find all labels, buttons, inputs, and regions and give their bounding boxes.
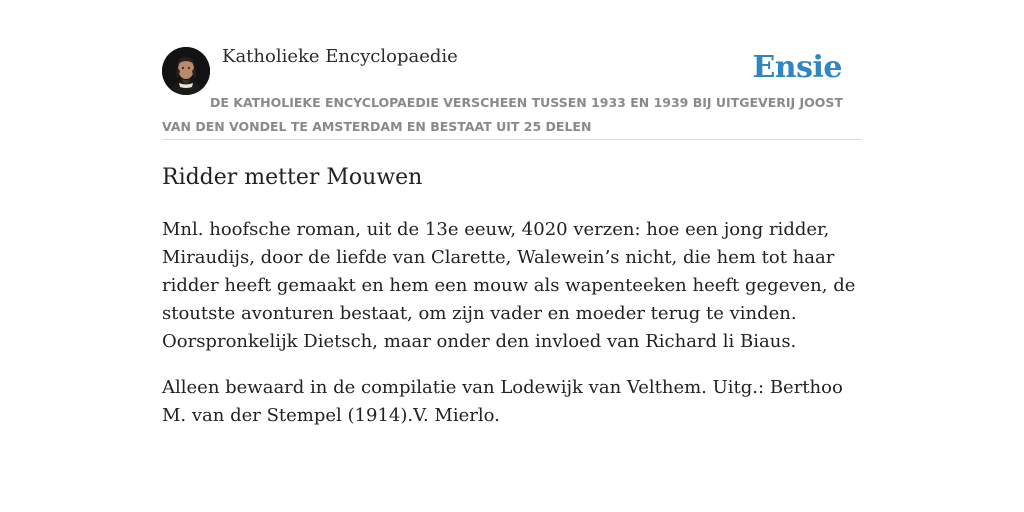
brand-logo-link[interactable]: Ensie (752, 50, 842, 85)
portrait-icon (162, 47, 210, 95)
article-title: Ridder metter Mouwen (162, 165, 423, 190)
site-header (162, 44, 862, 140)
article (162, 163, 862, 430)
article-paragraph: Mnl. hoofsche roman, uit de 13e eeuw, 4020 verzen: hoe een jong ridder, Miraudijs, door de liefde van Clarette, Walewein’s nicht, die hem tot haar ridder heeft gemaakt en hem een mouw als wapenteeken heeft gegeven, de stoutste avonturen bestaat, om zijn vader en moeder terug te vinden. Oorspronkelijk Dietsch, maar onder den invloed van Richard li Biaus. (162, 219, 856, 352)
site-description: DE KATHOLIEKE ENCYCLOPAEDIE VERSCHEEN TUSSEN 1933 EN 1939 BIJ UITGEVERIJ JOOST VAN DEN VONDEL TE AMSTERDAM EN BESTAAT UIT 25 DELEN (162, 95, 843, 134)
avatar[interactable] (162, 47, 210, 95)
article-paragraph: Alleen bewaard in de compilatie van Lodewijk van Velthem. Uitg.: Berthoo M. van der Stempel (1914).V. Mierlo. (162, 377, 843, 426)
site-title-link[interactable]: Katholieke Encyclopaedie (222, 46, 458, 67)
